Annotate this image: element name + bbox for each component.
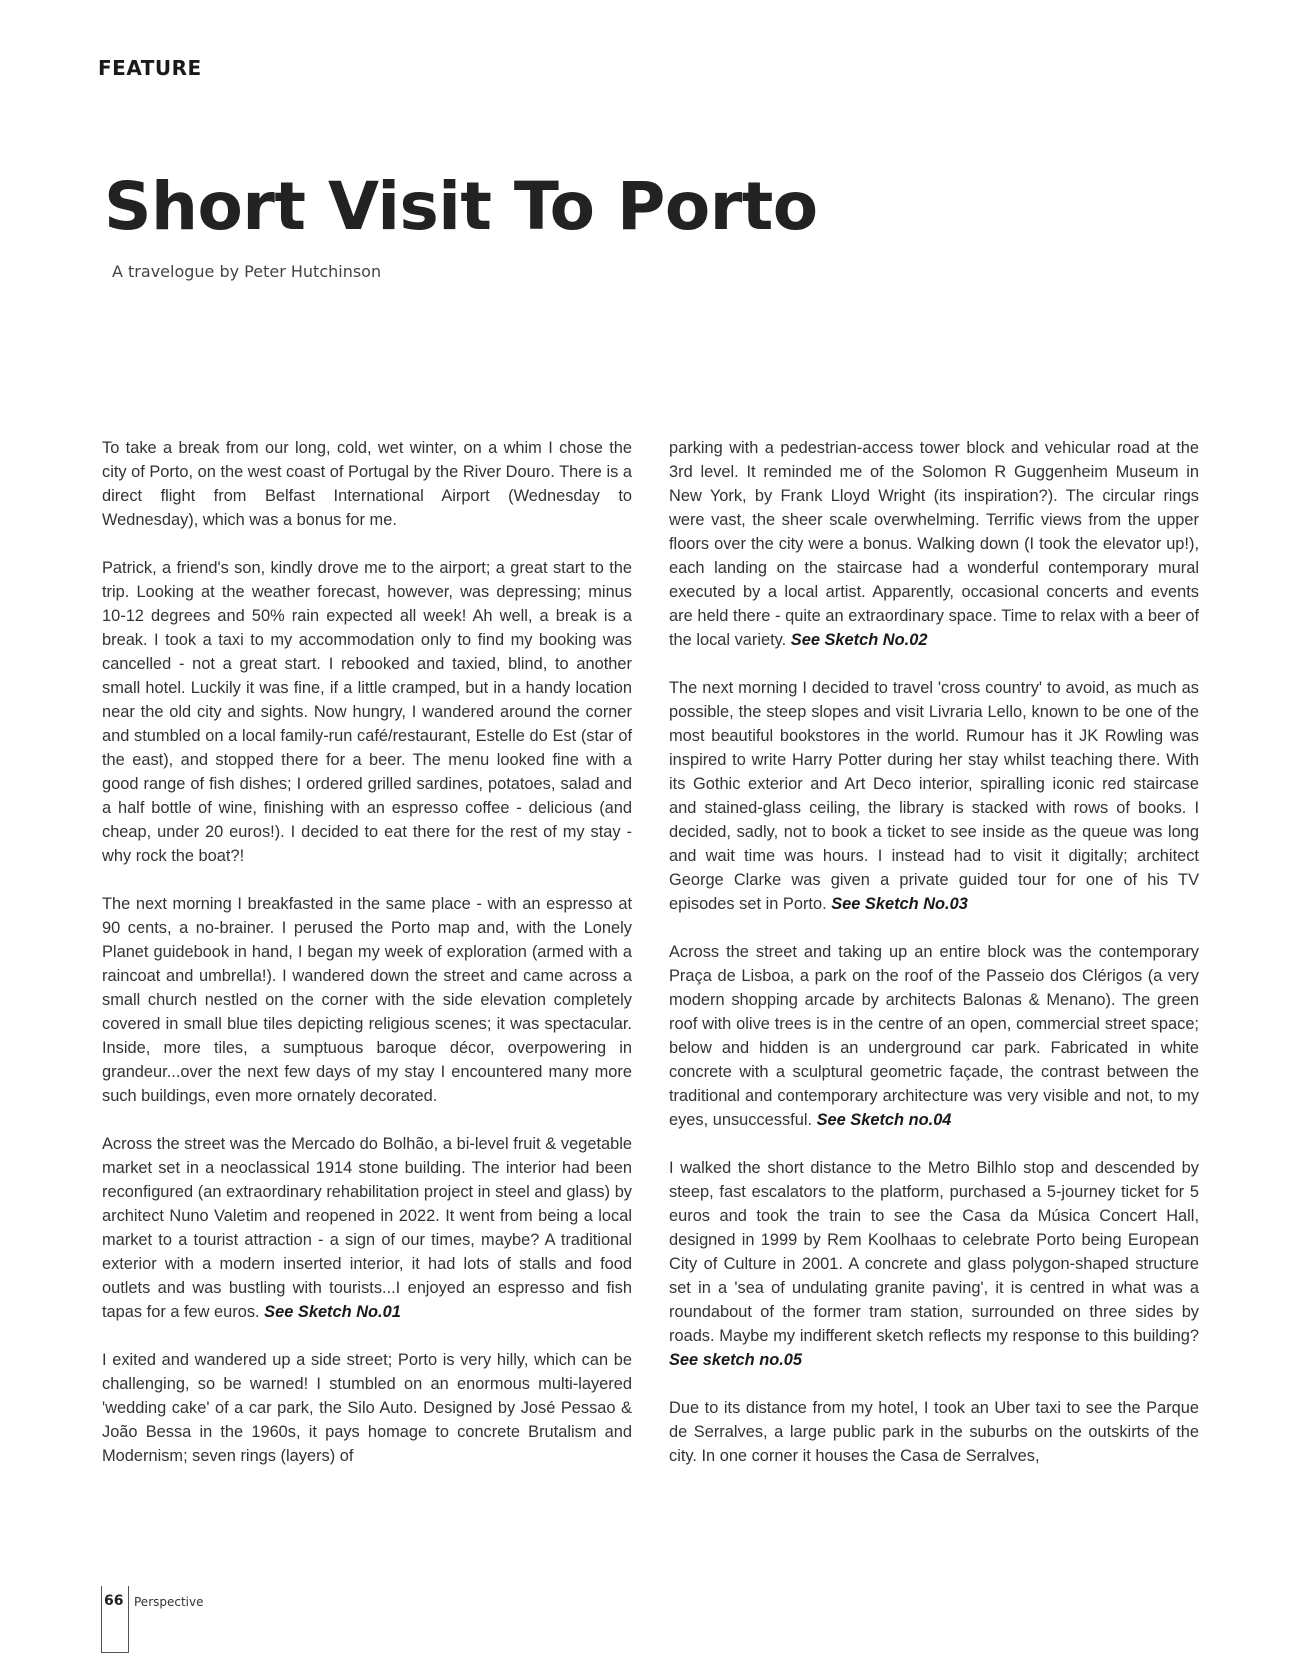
byline: A travelogue by Peter Hutchinson xyxy=(112,262,382,281)
paragraph: Due to its distance from my hotel, I took an Uber taxi to see the Parque de Serralves, a large public park in the suburbs on the outskirts of the city. In one corner it houses the Casa de Serralves, xyxy=(669,1399,1199,1465)
paragraph: Patrick, a friend's son, kindly drove me to the airport; a great start to the trip. Looking at the weather forecast, however, was depressing; minus 10-12 degrees and 50% rain expected all week! Ah well, a break is a break. I took a taxi to my accommodation only to find my booking was cancelled - not a great start. I rebooked and taxied, blind, to another small hotel. Luckily it was fine, if a little cramped, but in a handy location near the old city and sights. Now hungry, I wandered around the corner and stumbled on a local family-run café/restaurant, Estelle do Est (star of the east), and stopped there for a beer. The menu looked fine with a good range of fish dishes; I ordered grilled sardines, potatoes, salad and a half bottle of wine, finishing with an espresso coffee - delicious (and cheap, under 20 euros!). I decided to eat there for the rest of my stay - why rock the boat?! xyxy=(102,559,632,865)
right-column xyxy=(669,436,1199,1492)
paragraph: parking with a pedestrian-access tower block and vehicular road at the 3rd level. It reminded me of the Solomon R Guggenheim Museum in New York, by Frank Lloyd Wright (its inspiration?). The circular rings were vast, the sheer scale overwhelming. Terrific views from the upper floors over the city were a bonus. Walking down (I took the elevator up!), each landing on the staircase had a wonderful contemporary mural executed by a local artist. Apparently, occasional concerts and events are held there - quite an extraordinary space. Time to relax with a beer of the local variety. See Sketch No.02 xyxy=(669,439,1199,649)
paragraph: The next morning I breakfasted in the same place - with an espresso at 90 cents, a no-brainer. I perused the Porto map and, with the Lonely Planet guidebook in hand, I began my week of exploration (armed with a raincoat and umbrella!). I wandered down the street and came across a small church nestled on the corner with the side elevation completely covered in small blue tiles depicting religious scenes; it was spectacular. Inside, more tiles, a sumptuous baroque décor, overpowering in grandeur...over the next few days of my stay I encountered many more such buildings, even more ornately decorated. xyxy=(102,895,632,1105)
section-label: FEATURE xyxy=(98,56,202,80)
sketch-reference: See Sketch no.04 xyxy=(816,1111,952,1129)
publication-name: Perspective xyxy=(134,1595,204,1609)
page-title: Short Visit To Porto xyxy=(104,168,818,245)
sketch-reference: See sketch no.05 xyxy=(669,1351,803,1369)
paragraph: Across the street and taking up an entire block was the contemporary Praça de Lisboa, a park on the roof of the Passeio dos Clérigos (a very modern shopping arcade by architects Balonas & Menano). The green roof with olive trees is in the centre of an open, commercial street space; below and hidden is an underground car park. Fabricated in white concrete with a sculptural geometric façade, the contrast between the traditional and contemporary architecture was very visible and not, to my eyes, unsuccessful. See Sketch no.04 xyxy=(669,943,1199,1129)
paragraph: I walked the short distance to the Metro Bilhlo stop and descended by steep, fast escalators to the platform, purchased a 5-journey ticket for 5 euros and took the train to see the Casa da Música Concert Hall, designed in 1999 by Rem Koolhaas to celebrate Porto being European City of Culture in 2001. A concrete and glass polygon-shaped structure set in a 'sea of undulating granite paving', it is centred in what was a roundabout of the former tram station, surrounded on three sides by roads. Maybe my indifferent sketch reflects my response to this building? See sketch no.05 xyxy=(669,1159,1199,1369)
paragraph: Across the street was the Mercado do Bolhão, a bi-level fruit & vegetable market set in a neoclassical 1914 stone building. The interior had been reconfigured (an extraordinary rehabilitation project in steel and glass) by architect Nuno Valetim and reopened in 2022. It went from being a local market to a tourist attraction - a sign of our times, maybe? A traditional exterior with a modern inserted interior, it had lots of stalls and food outlets and was bustling with tourists...I enjoyed an espresso and fish tapas for a few euros. See Sketch No.01 xyxy=(102,1135,632,1321)
sketch-reference: See Sketch No.03 xyxy=(831,895,968,913)
left-column xyxy=(102,436,632,1492)
paragraph: The next morning I decided to travel 'cross country' to avoid, as much as possible, the steep slopes and visit Livraria Lello, known to be one of the most beautiful bookstores in the world. Rumour has it JK Rowling was inspired to write Harry Potter during her stay whilst teaching there. With its Gothic exterior and Art Deco interior, spiralling iconic red staircase and stained-glass ceiling, the library is stacked with rows of books. I decided, sadly, not to book a ticket to see inside as the queue was long and wait time was hours. I instead had to visit it digitally; architect George Clarke was given a private guided tour for one of his TV episodes set in Porto. See Sketch No.03 xyxy=(669,679,1199,913)
sketch-reference: See Sketch No.01 xyxy=(264,1303,401,1321)
sketch-reference: See Sketch No.02 xyxy=(790,631,928,649)
paragraph: To take a break from our long, cold, wet winter, on a whim I chose the city of Porto, on the west coast of Portugal by the River Douro. There is a direct flight from Belfast International Airport (Wednesday to Wednesday), which was a bonus for me. xyxy=(102,439,632,529)
paragraph: I exited and wandered up a side street; Porto is very hilly, which can be challenging, so be warned! I stumbled on an enormous multi-layered 'wedding cake' of a car park, the Silo Auto. Designed by José Pessao & João Bessa in the 1960s, it pays homage to concrete Brutalism and Modernism; seven rings (layers) of xyxy=(102,1351,632,1465)
page-number: 66 xyxy=(104,1593,124,1609)
